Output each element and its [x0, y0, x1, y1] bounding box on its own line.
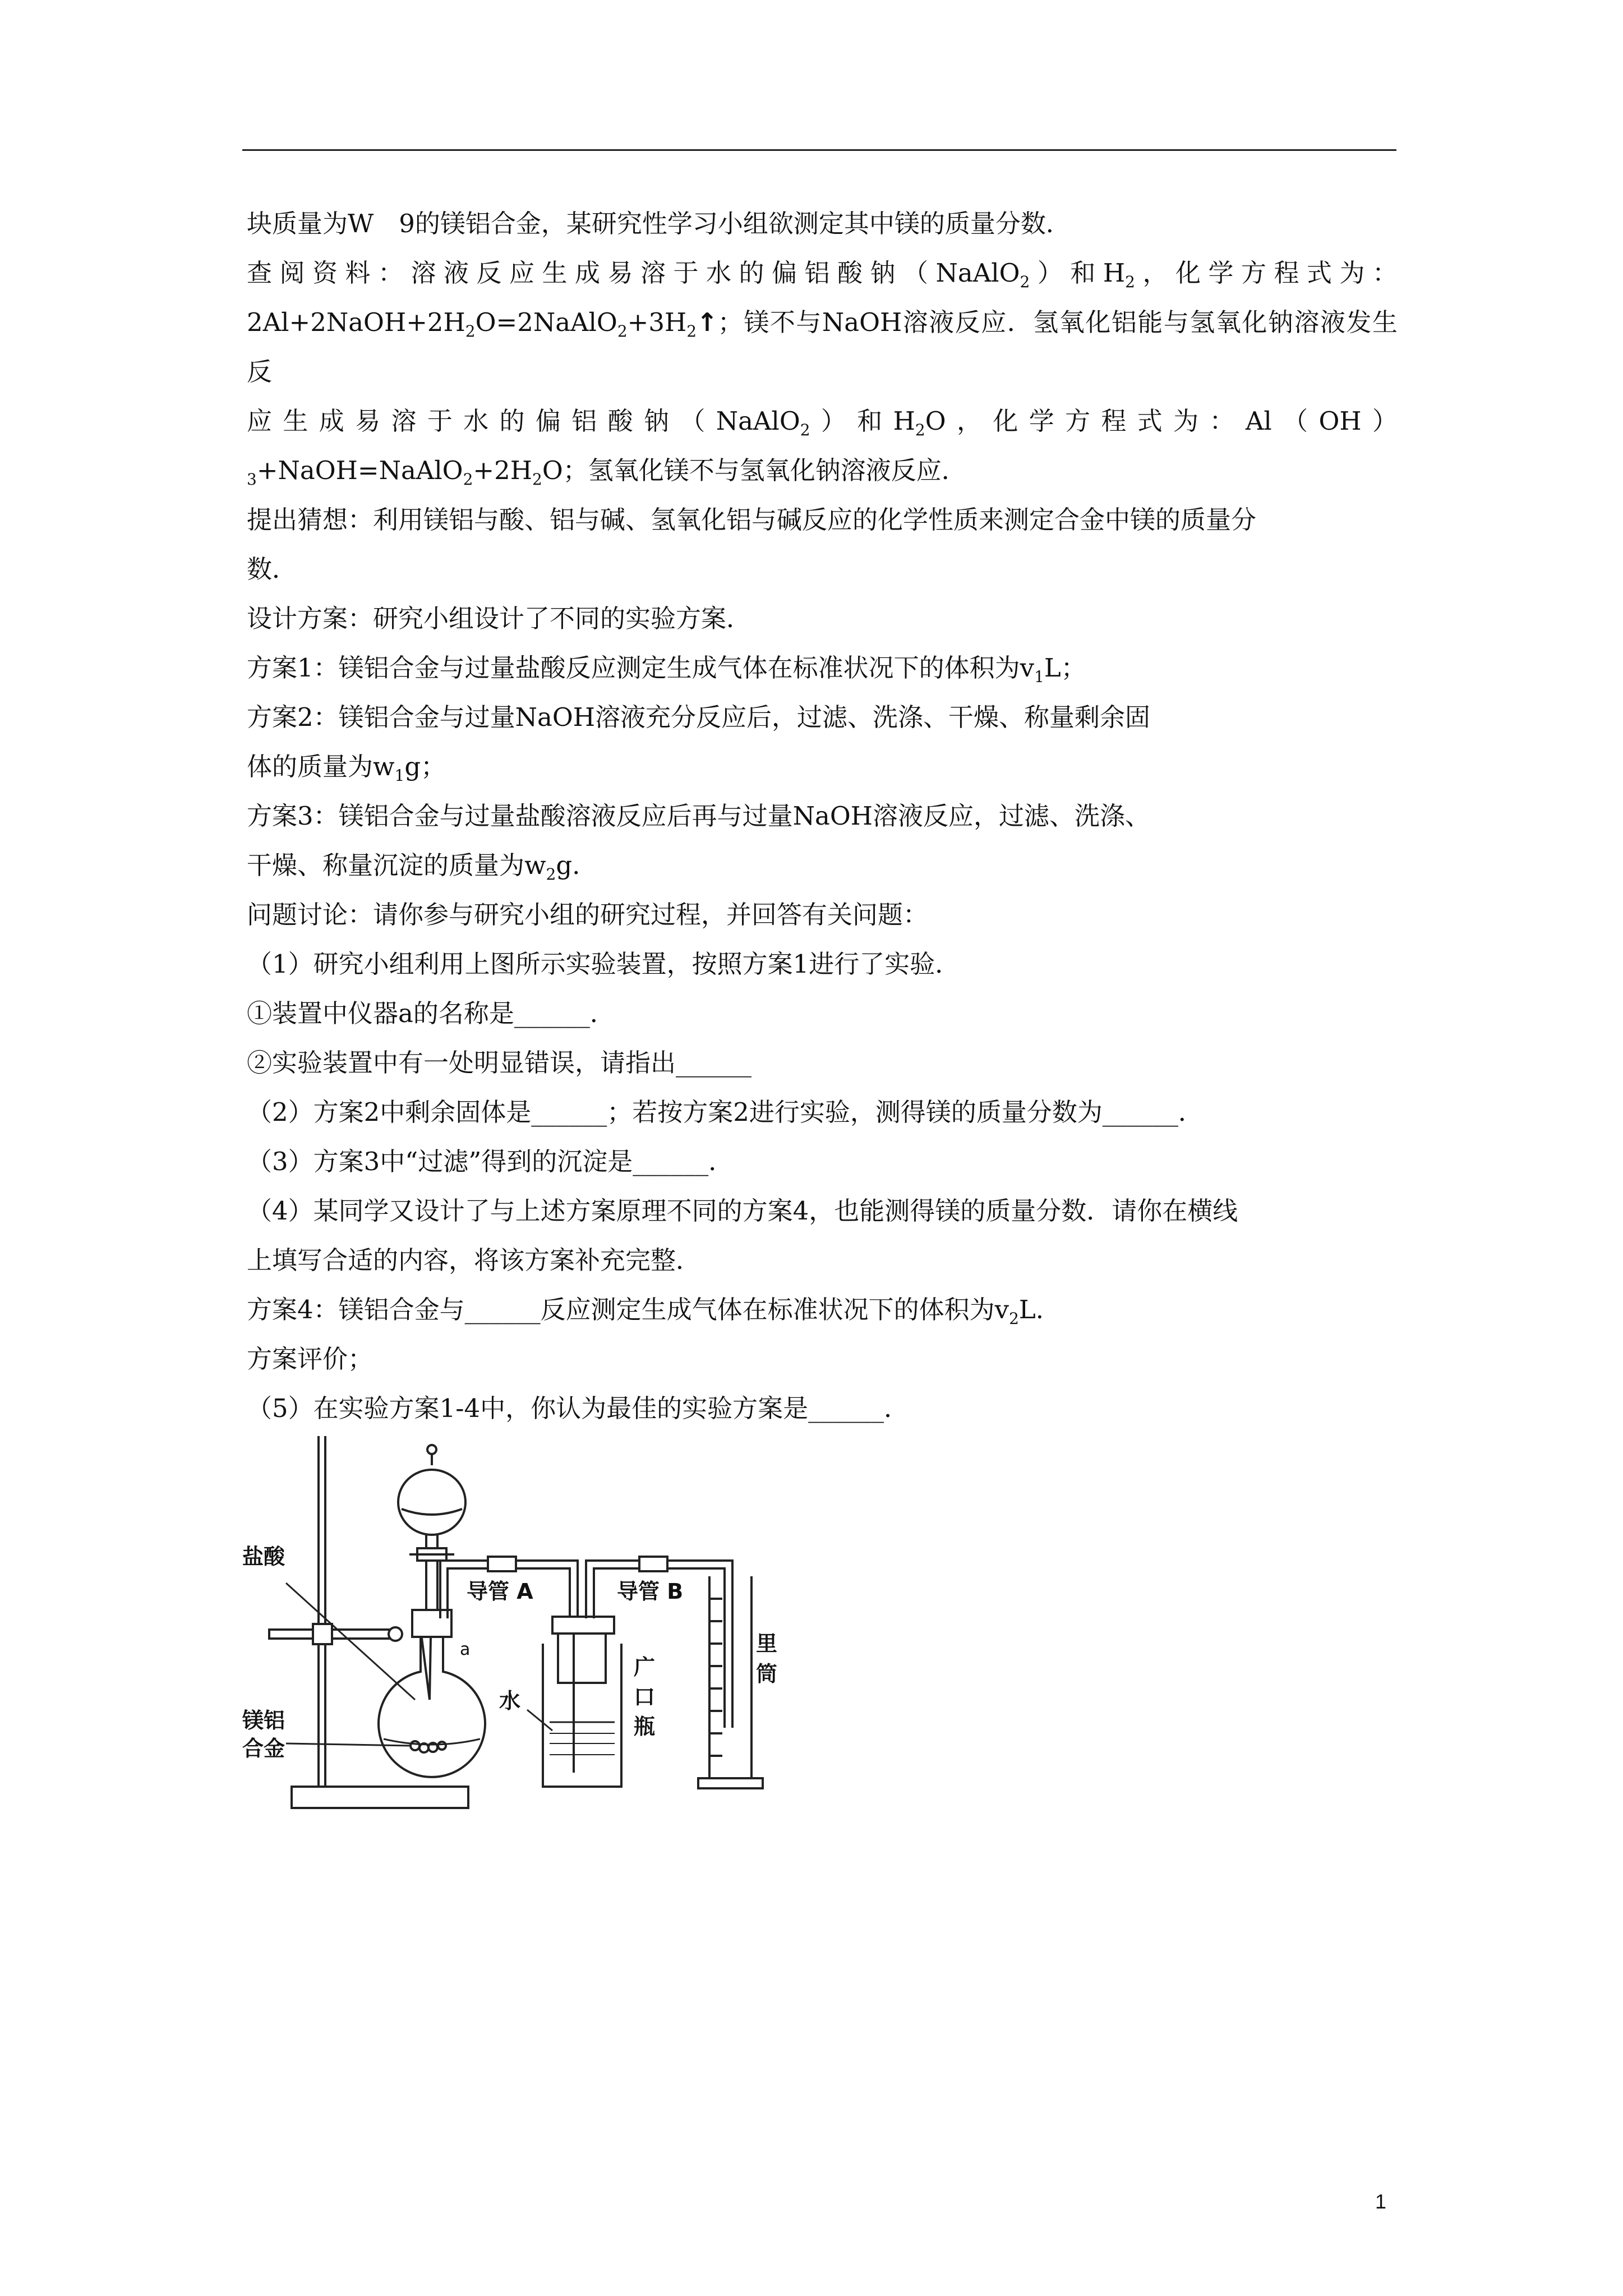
water-leader [527, 1710, 552, 1731]
text-line-7: 数． [247, 554, 298, 584]
flask-stopper [412, 1610, 451, 1637]
text-line-3: $2Al+2NaOH+2H_2O=2NaAlO_2+3H_2↑$；镁不与NaOH溶液反应．氢氧化铝能与氢氧化钠溶液发生反 [247, 307, 1398, 386]
text-line-14: 问题讨论：请你参与研究小组的研究过程，并回答有关问题： [247, 900, 929, 930]
text-line-12: 方案3：镁铝合金与过量盐酸溶液反应后再与过量NaOH溶液反应，过滤、洗涤、 [247, 801, 1150, 831]
text-line-11: 体的质量为$w_1g$； [247, 752, 446, 785]
text-line-16: ①装置中仪器a的名称是______． [247, 999, 615, 1028]
apparatus-figure [242, 1436, 808, 1818]
separatory-funnel [398, 1445, 465, 1610]
label-water: 水 [499, 1688, 521, 1713]
label-tube-b: 导管 B [617, 1579, 684, 1604]
text-line-21: 上填写合适的内容，将该方案补充完整． [247, 1245, 702, 1275]
question-text [247, 199, 1398, 1433]
text-line-1: 块质量为W 9的镁铝合金，某研究性学习小组欲测定其中镁的质量分数． [247, 209, 1071, 238]
label-bottle-1: 广 [634, 1655, 656, 1680]
apparatus-diagram [242, 1436, 808, 1818]
text-line-13: 干燥、称量沉淀的质量为$w_2g$. [247, 850, 580, 884]
wide-mouth-bottle [543, 1617, 621, 1787]
stand-base [292, 1787, 468, 1808]
text-line-4: 应生成易溶于水的偏铝酸钠（NaAlO$_2$）和$H_2O$，化学方程式为：Al（OH） [247, 406, 1398, 439]
text-line-20: （4）某同学又设计了与上述方案原理不同的方案4，也能测得镁的质量分数．请你在横线 [247, 1196, 1238, 1226]
text-line-8: 设计方案：研究小组设计了不同的实验方案． [247, 604, 752, 633]
label-alloy-1: 镁铝 [242, 1708, 285, 1733]
text-line-18: （2）方案2中剩余固体是______；若按方案2进行实验，测得镁的质量分数为______． [247, 1097, 1204, 1127]
text-line-15: （1）研究小组利用上图所示实验装置，按照方案1进行了实验． [247, 949, 961, 979]
text-line-2: 查阅资料：溶液反应生成易溶于水的偏铝酸钠（NaAlO$_2$）和$H_2$，化学方程式为： [247, 258, 1398, 291]
alloy-leader [286, 1743, 409, 1746]
header-rule [242, 149, 1396, 151]
label-alloy-2: 合金 [242, 1736, 285, 1761]
label-tube-a: 导管 A [467, 1579, 533, 1604]
label-cyl-2: 筒 [756, 1662, 778, 1686]
text-line-24: （5）在实验方案1-4中，你认为最佳的实验方案是______． [247, 1393, 910, 1423]
label-a: a [460, 1640, 471, 1659]
graduated-cylinder [698, 1576, 763, 1788]
label-hcl: 盐酸 [242, 1544, 285, 1569]
label-bottle-3: 瓶 [634, 1714, 656, 1739]
text-line-9: 方案1：镁铝合金与过量盐酸反应测定生成气体在标准状况下的体积为$v_1L$； [247, 653, 1086, 686]
text-line-17: ②实验装置中有一处明显错误，请指出______ [247, 1048, 752, 1078]
text-line-10: 方案2：镁铝合金与过量NaOH溶液充分反应后，过滤、洗涤、干燥、称量剩余固 [247, 702, 1150, 732]
label-cyl-1: 里 [756, 1631, 778, 1656]
page-number: 1 [1375, 2190, 1387, 2213]
label-bottle-2: 口 [634, 1685, 656, 1709]
text-line-6: 提出猜想：利用镁铝与酸、铝与碱、氢氧化铝与碱反应的化学性质来测定合金中镁的质量分 [247, 505, 1257, 535]
text-line-22: 方案4：镁铝合金与______反应测定生成气体在标准状况下的体积为$v_2L$. [247, 1295, 1044, 1328]
text-line-5: $_3+NaOH=NaAlO_2+2H_2O$；氢氧化镁不与氢氧化钠溶液反应． [247, 455, 967, 489]
text-line-23: 方案评价； [247, 1344, 374, 1374]
text-line-19: （3）方案3中“过滤”得到的沉淀是______． [247, 1147, 734, 1176]
